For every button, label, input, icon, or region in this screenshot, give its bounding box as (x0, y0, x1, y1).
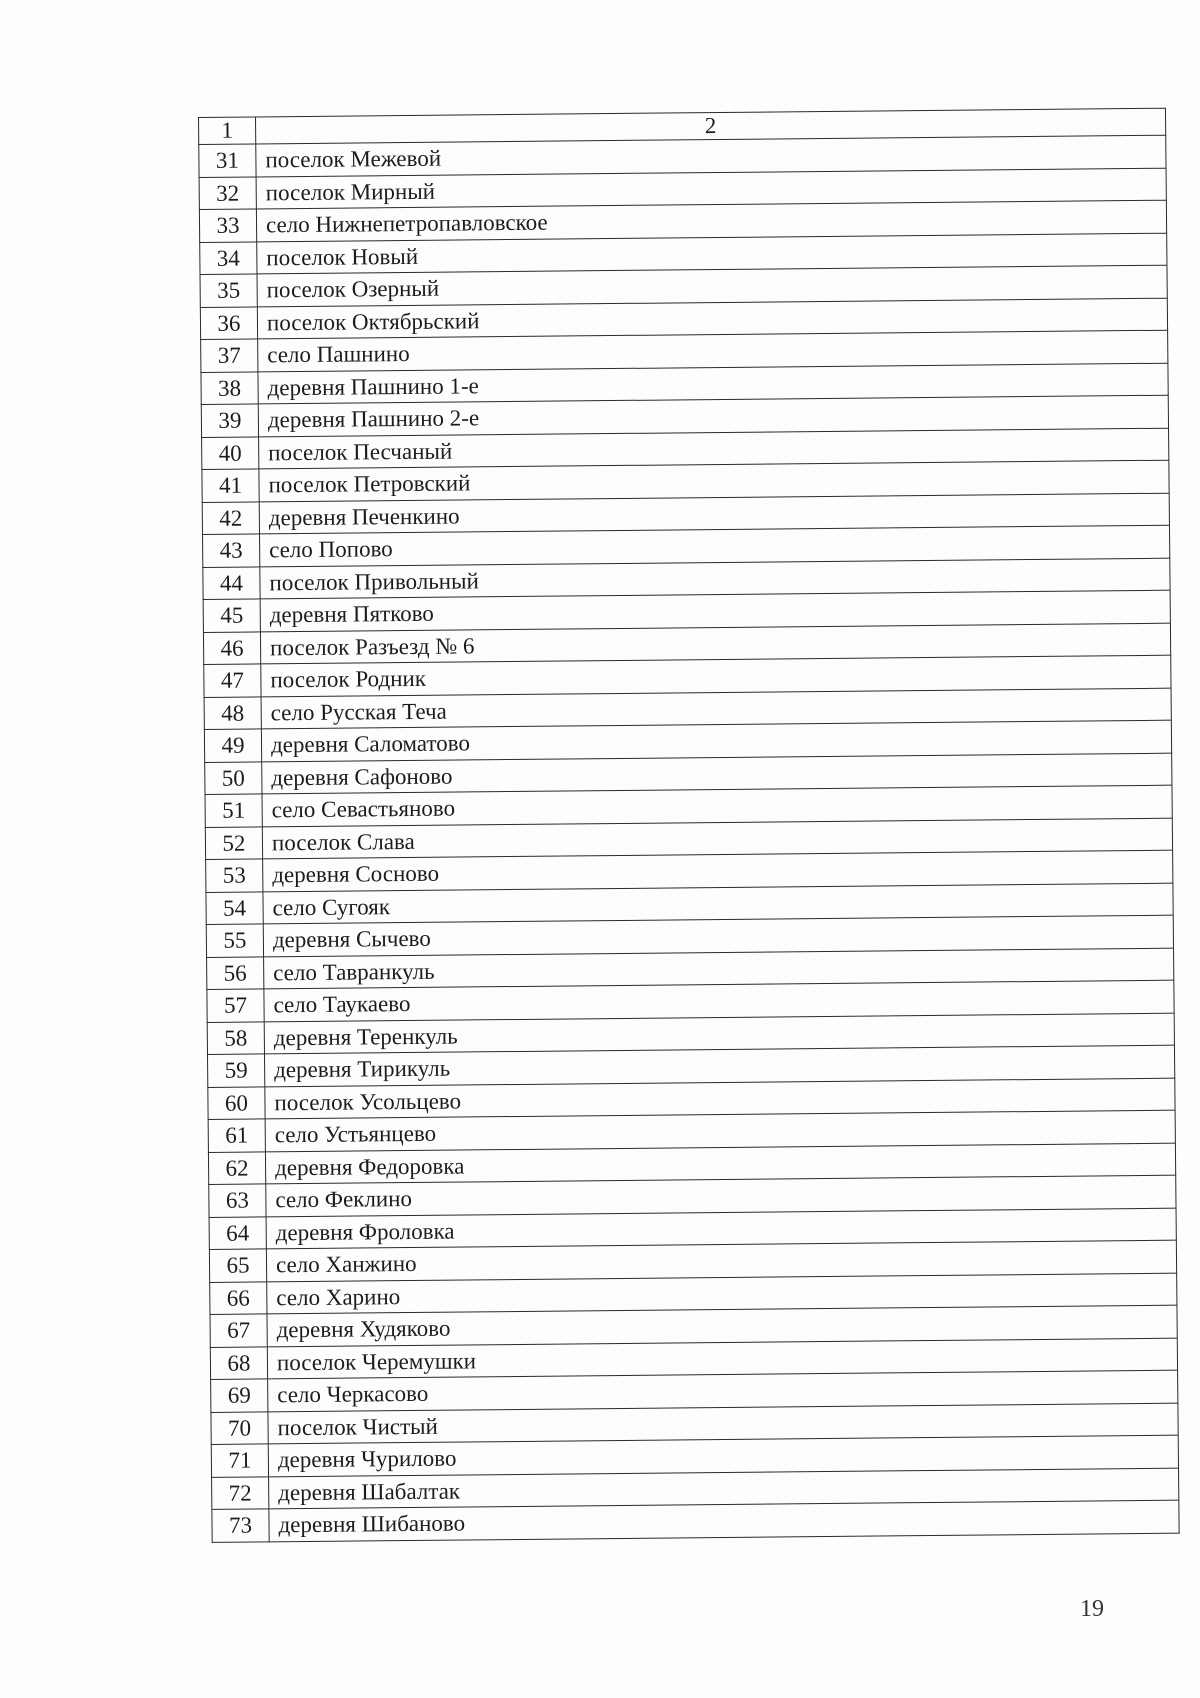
settlement-name: деревня Шибаново (269, 1500, 1179, 1541)
settlement-name: село Сугояк (263, 883, 1173, 924)
row-number: 69 (211, 1379, 268, 1412)
row-number: 72 (212, 1476, 269, 1509)
row-number: 71 (211, 1444, 268, 1477)
row-number: 38 (201, 371, 258, 404)
row-number: 64 (209, 1216, 266, 1249)
row-number: 45 (203, 599, 260, 632)
settlement-name: поселок Родник (261, 655, 1171, 696)
row-number: 50 (205, 761, 262, 794)
settlement-name: село Феклино (266, 1175, 1176, 1216)
settlement-name: село Пашнино (258, 330, 1168, 371)
row-number: 42 (202, 501, 259, 534)
table-body (199, 108, 1180, 1542)
settlement-name: деревня Чурилово (268, 1435, 1178, 1476)
row-number: 49 (204, 729, 261, 762)
settlement-name: поселок Привольный (260, 558, 1170, 599)
settlement-name: село Черкасово (268, 1370, 1178, 1411)
row-number: 36 (200, 306, 257, 339)
row-number: 67 (210, 1314, 267, 1347)
settlements-table (198, 108, 1180, 1543)
row-number: 47 (204, 664, 261, 697)
settlement-name: село Русская Теча (261, 688, 1171, 729)
settlement-name: село Харино (267, 1273, 1177, 1314)
settlement-name: поселок Усольцево (265, 1078, 1175, 1119)
settlement-name: деревня Фроловка (266, 1208, 1176, 1249)
row-number: 48 (204, 696, 261, 729)
settlement-name: деревня Печенкино (259, 493, 1169, 534)
row-number: 58 (207, 1021, 264, 1054)
settlement-name: село Устьянцево (265, 1110, 1175, 1151)
settlement-name: поселок Озерный (257, 265, 1167, 306)
settlement-name: деревня Пятково (260, 590, 1170, 631)
row-number: 34 (200, 241, 257, 274)
row-number: 63 (209, 1184, 266, 1217)
settlement-name: деревня Федоровка (265, 1143, 1175, 1184)
row-number: 51 (205, 794, 262, 827)
row-number: 55 (206, 924, 263, 957)
row-number: 56 (207, 956, 264, 989)
settlement-name: деревня Пашнино 1-е (258, 363, 1168, 404)
settlement-name: поселок Черемушки (267, 1338, 1177, 1379)
settlement-name: деревня Сафоново (262, 753, 1172, 794)
header-col-2: 2 (256, 108, 1166, 144)
row-number: 46 (203, 631, 260, 664)
row-number: 39 (201, 404, 258, 437)
settlement-name: деревня Сосново (263, 850, 1173, 891)
row-number: 60 (208, 1086, 265, 1119)
settlement-name: поселок Разъезд № 6 (260, 623, 1170, 664)
settlement-name: деревня Теренкуль (264, 1013, 1174, 1054)
row-number: 68 (210, 1346, 267, 1379)
settlement-name: деревня Саломатово (261, 720, 1171, 761)
row-number: 70 (211, 1411, 268, 1444)
settlement-name: село Попово (260, 525, 1170, 566)
settlement-name: деревня Шабалтак (269, 1468, 1179, 1509)
row-number: 54 (206, 891, 263, 924)
settlement-name: поселок Чистый (268, 1403, 1178, 1444)
settlement-name: деревня Пашнино 2-е (258, 395, 1168, 436)
row-number: 37 (201, 339, 258, 372)
row-number: 73 (212, 1509, 269, 1542)
row-number: 31 (199, 144, 256, 177)
row-number: 44 (203, 566, 260, 599)
row-number: 59 (207, 1054, 264, 1087)
row-number: 61 (208, 1119, 265, 1152)
settlement-name: деревня Сычево (263, 915, 1173, 956)
row-number: 43 (203, 534, 260, 567)
row-number: 62 (208, 1151, 265, 1184)
settlement-name: село Ханжино (266, 1240, 1176, 1281)
settlement-name: поселок Слава (262, 818, 1172, 859)
row-number: 32 (199, 176, 256, 209)
settlement-name: поселок Межевой (256, 135, 1166, 176)
settlement-name: поселок Мирный (256, 168, 1166, 209)
settlement-name: поселок Песчаный (259, 428, 1169, 469)
settlement-name: поселок Новый (257, 233, 1167, 274)
row-number: 65 (209, 1249, 266, 1282)
row-number: 66 (210, 1281, 267, 1314)
row-number: 53 (206, 859, 263, 892)
row-number: 40 (202, 436, 259, 469)
settlement-name: деревня Худяково (267, 1305, 1177, 1346)
row-number: 35 (200, 274, 257, 307)
settlement-name: поселок Октябрьский (257, 298, 1167, 339)
settlement-name: село Таукаево (264, 980, 1174, 1021)
row-number: 33 (199, 209, 256, 242)
row-number: 52 (205, 826, 262, 859)
header-col-1: 1 (199, 117, 256, 145)
page-number: 19 (1080, 1596, 1104, 1622)
settlement-name: поселок Петровский (259, 460, 1169, 501)
row-number: 41 (202, 469, 259, 502)
settlement-name: село Севастьяново (262, 785, 1172, 826)
settlement-name: деревня Тирикуль (264, 1045, 1174, 1086)
settlement-name: село Тавранкуль (264, 948, 1174, 989)
row-number: 57 (207, 989, 264, 1022)
settlement-name: село Нижнепетропавловское (256, 200, 1166, 241)
